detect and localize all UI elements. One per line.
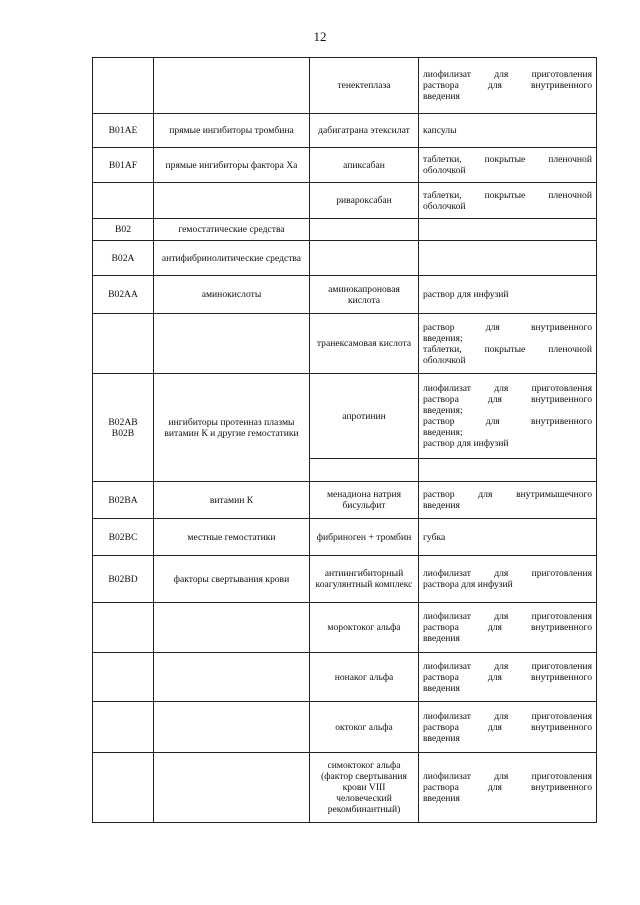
table-row xyxy=(93,653,597,702)
drug-name-cell: мороктоког альфа xyxy=(310,603,419,653)
table-row xyxy=(93,219,597,241)
drug-name-cell: ривароксабан xyxy=(310,183,419,219)
group-name-cell: прямые ингибиторы тромбина xyxy=(154,114,310,148)
atc-code-cell: B02BD xyxy=(93,556,154,603)
dosage-form-cell: лиофилизат для приготовления раствора для внутривенного введения xyxy=(419,753,597,823)
dosage-form-cell: лиофилизат для приготовления раствора для внутривенного введения xyxy=(419,603,597,653)
drug-name-cell: нонаког альфа xyxy=(310,653,419,702)
dosage-form-cell: лиофилизат для приготовления раствора для внутривенного введения xyxy=(419,702,597,753)
dosage-form-cell: лиофилизат для приготовления раствора для внутривенного введения xyxy=(419,58,597,114)
group-name-cell xyxy=(154,603,310,653)
group-name-cell: антифибринолитические средства xyxy=(154,241,310,276)
drug-name-cell: транексамовая кислота xyxy=(310,314,419,374)
dosage-form-cell: лиофилизат для приготовления раствора для внутривенного введения; раствор для внутривенного введения; раствор для инфузий xyxy=(419,374,597,459)
dosage-form-cell: капсулы xyxy=(419,114,597,148)
table-row xyxy=(93,314,597,374)
group-name-cell xyxy=(154,753,310,823)
atc-code-cell xyxy=(93,653,154,702)
drug-name-cell: октоког альфа xyxy=(310,702,419,753)
drug-name-cell xyxy=(310,219,419,241)
atc-code-cell xyxy=(93,753,154,823)
dosage-form-cell xyxy=(419,241,597,276)
page-number: 12 xyxy=(313,29,327,44)
atc-code-cell: B01AE xyxy=(93,114,154,148)
table-row xyxy=(93,519,597,556)
drug-name-cell: антиингибиторный коагулянтный комплекс xyxy=(310,556,419,603)
atc-code-cell: B02A xyxy=(93,241,154,276)
group-name-cell xyxy=(154,653,310,702)
dosage-form-cell: губка xyxy=(419,519,597,556)
group-name-cell: факторы свертывания крови xyxy=(154,556,310,603)
atc-code-cell: B02 xyxy=(93,219,154,241)
dosage-form-cell: раствор для внутримышечного введения xyxy=(419,482,597,519)
table-row xyxy=(93,702,597,753)
drug-name-cell: симоктоког альфа (фактор свертывания крови VIII человеческий рекомбинантный) xyxy=(310,753,419,823)
table-row xyxy=(93,148,597,183)
dosage-form-cell: лиофилизат для приготовления раствора для инфузий xyxy=(419,556,597,603)
atc-code-cell xyxy=(93,314,154,374)
drug-table xyxy=(92,57,597,823)
drug-name-cell: тенектеплаза xyxy=(310,58,419,114)
group-name-cell: витамин К xyxy=(154,482,310,519)
drug-name-cell: дабигатрана этексилат xyxy=(310,114,419,148)
atc-code-cell xyxy=(93,603,154,653)
drug-name-cell xyxy=(310,459,419,482)
atc-code-cell xyxy=(93,702,154,753)
drug-name-cell: апиксабан xyxy=(310,148,419,183)
table-row xyxy=(93,603,597,653)
group-name-cell xyxy=(154,702,310,753)
dosage-form-cell: лиофилизат для приготовления раствора для внутривенного введения xyxy=(419,653,597,702)
table-row xyxy=(93,374,597,459)
table-row xyxy=(93,58,597,114)
table-row xyxy=(93,276,597,314)
dosage-form-cell xyxy=(419,459,597,482)
table-row xyxy=(93,753,597,823)
table-row xyxy=(93,183,597,219)
table-row xyxy=(93,114,597,148)
dosage-form-cell: таблетки, покрытые пленочной оболочкой xyxy=(419,183,597,219)
atc-code-cell xyxy=(93,58,154,114)
dosage-form-cell xyxy=(419,219,597,241)
group-name-cell: прямые ингибиторы фактора Xa xyxy=(154,148,310,183)
table-row xyxy=(93,556,597,603)
group-name-cell: местные гемостатики xyxy=(154,519,310,556)
atc-code-cell: B02BA xyxy=(93,482,154,519)
group-name-cell: аминокислоты xyxy=(154,276,310,314)
dosage-form-cell: раствор для внутривенного введения; таблетки, покрытые пленочной оболочкой xyxy=(419,314,597,374)
dosage-form-cell: раствор для инфузий xyxy=(419,276,597,314)
group-name-cell xyxy=(154,183,310,219)
atc-code-cell: B02AA xyxy=(93,276,154,314)
group-name-cell: ингибиторы протеиназ плазмы витамин К и другие гемостатики xyxy=(154,374,310,482)
atc-code-cell: B01AF xyxy=(93,148,154,183)
table-row xyxy=(93,482,597,519)
group-name-cell xyxy=(154,58,310,114)
atc-code-cell: B02BC xyxy=(93,519,154,556)
atc-code-cell xyxy=(93,183,154,219)
group-name-cell: гемостатические средства xyxy=(154,219,310,241)
drug-name-cell xyxy=(310,241,419,276)
atc-code-cell: B02AB B02B xyxy=(93,374,154,482)
dosage-form-cell: таблетки, покрытые пленочной оболочкой xyxy=(419,148,597,183)
drug-name-cell: менадиона натрия бисульфит xyxy=(310,482,419,519)
drug-name-cell: аминокапроновая кислота xyxy=(310,276,419,314)
drug-name-cell: апротинин xyxy=(310,374,419,459)
group-name-cell xyxy=(154,314,310,374)
drug-name-cell: фибриноген + тромбин xyxy=(310,519,419,556)
table-row xyxy=(93,241,597,276)
